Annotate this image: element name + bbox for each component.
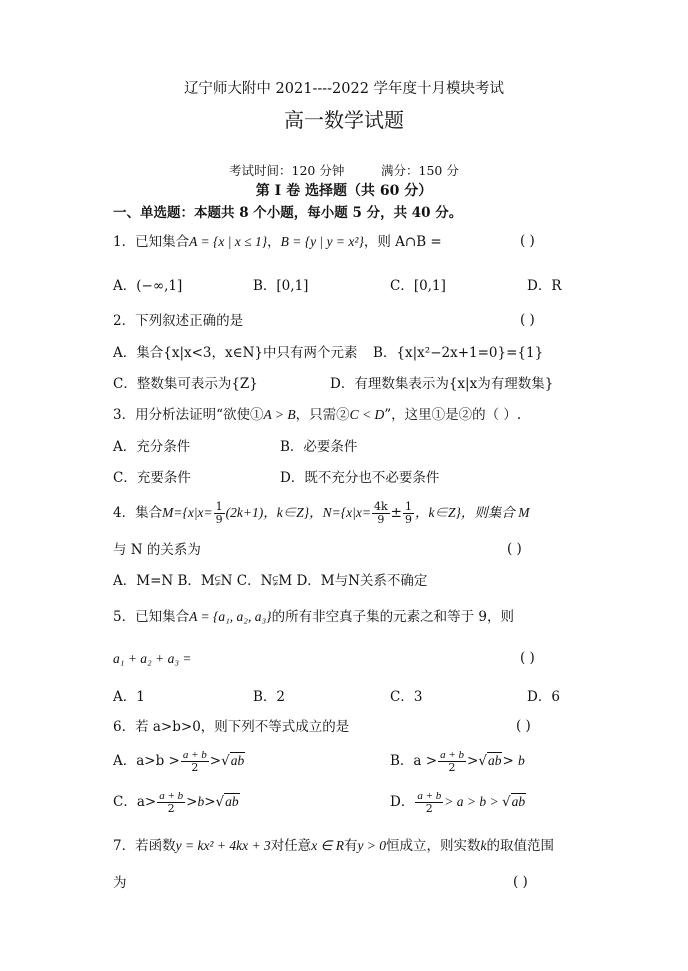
q2-option-b: B．{x|x²−2x+1=0}={1} [373,345,544,361]
question-6-stem: 6．若 a>b>0，则下列不等式成立的是 [113,719,350,735]
question-4-line2: 与 N 的关系为 [113,542,201,558]
fraction: $\frac{4k}{9}$ [373,500,388,526]
q1-option-c: C．[0,1] [390,278,446,294]
fraction: $\frac{1}{9}$ [404,500,412,526]
answer-blank-2: ( ) [520,312,535,328]
q4-options: A．M=N B．M⫋N C．N⫋M D．M与N关系不确定 [113,573,428,589]
q3-option-d: D．既不充分也不必要条件 [280,470,440,486]
fraction: $\frac{1}{9}$ [215,500,223,526]
exam-time: 考试时间：120 分钟 [229,163,345,178]
q6-option-c: C．a> $\frac{a + b}{2}$ >b>√ab [113,790,239,815]
answer-blank-5: ( ) [520,650,535,666]
question-5-line2: a₁ + a₂ + a₃ = [113,651,192,666]
q3-option-b: B．必要条件 [280,439,358,455]
q5-option-a: A．1 [113,689,145,705]
volume-title: 第 Ⅰ 卷 选择题（共 60 分） [255,183,433,199]
q5-option-d: D．6 [527,689,560,705]
question-3-stem: 3．用分析法证明“欲使①A > B，只需②C < D”，这里①是②的（ ）. [113,407,522,423]
answer-blank-1: ( ) [520,233,535,249]
q1-option-b: B．[0,1] [253,278,309,294]
answer-blank-4: ( ) [507,541,522,557]
question-7-line2: 为 [113,875,127,891]
question-1-stem: 1．已知集合A = {x | x ≤ 1}，B = {y | y = x²}，则 A∩B = [113,234,442,250]
q1-option-a: A．(−∞,1] [113,278,183,294]
answer-blank-6: ( ) [516,718,531,734]
q5-option-c: C．3 [390,689,423,705]
school-exam-line: 辽宁师大附中 2021----2022 学年度十月模块考试 [183,81,505,97]
question-2-stem: 2．下列叙述正确的是 [113,313,244,329]
answer-blank-7: ( ) [513,874,528,890]
fraction: $\frac{a + b}{2}$ [417,790,442,815]
q6-option-b: B．a > $\frac{a + b}{2}$ >√ab> b [390,749,525,774]
q1-option-d: D．R [527,278,562,294]
q6-option-d: D． $\frac{a + b}{2}$ > a > b > √ab [390,790,526,815]
page-title: 高一数学试题 [284,108,404,132]
full-score: 满分：150 分 [381,163,459,178]
q5-option-b: B．2 [253,689,286,705]
fraction: $\frac{a + b}{2}$ [440,749,465,774]
q2-option-d: D．有理数集表示为{x|x为有理数集} [330,376,554,392]
q3-option-c: C．充要条件 [113,470,191,486]
q2-option-c: C．整数集可表示为{Z} [113,376,258,392]
question-4-stem: 4．集合M={x|x= $\frac{1}{9}$ (2k+1)，k∈Z}，N={x|x= $\frac{4k}{9}$ ± $\frac{1}{9}$ ，k∈Z}，则集合 M [113,500,530,526]
q6-option-a: A．a>b > $\frac{a + b}{2}$ >√ab [113,749,245,774]
fraction: $\frac{a + b}{2}$ [182,749,207,774]
question-7-stem: 7．若函数y = kx² + 4kx + 3对任意x ∈ R有y > 0恒成立，则实数k的取值范围 [113,838,555,854]
q3-option-a: A．充分条件 [113,439,191,455]
question-5-stem: 5．已知集合A = {a₁, a₂, a₃}的所有非空真子集的元素之和等于 9，则 [113,609,514,625]
fraction: $\frac{a + b}{2}$ [159,790,184,815]
section-heading: 一、单选题：本题共 8 个小题，每小题 5 分，共 40 分。 [113,205,463,221]
q2-option-a: A．集合{x|x<3，x∈N}中只有两个元素 [113,345,358,361]
